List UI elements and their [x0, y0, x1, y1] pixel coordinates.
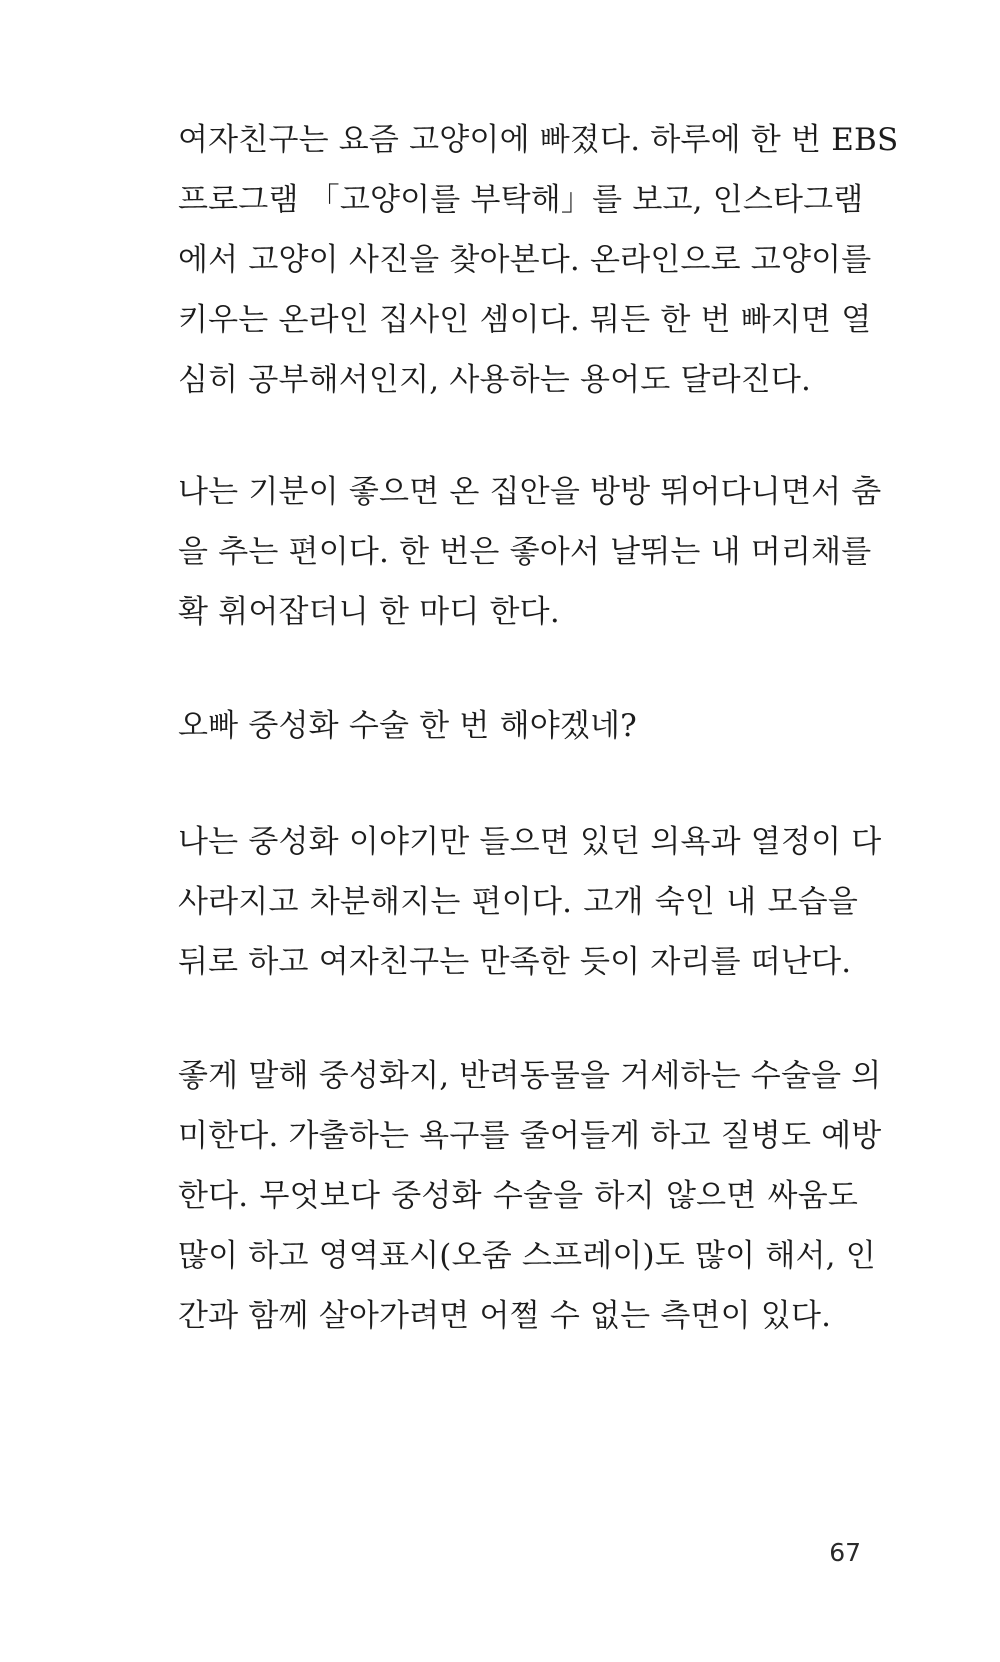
text-line: 미한다. 가출하는 욕구를 줄어들게 하고 질병도 예방 [178, 1118, 882, 1154]
page-number: 67 [829, 1538, 861, 1567]
paragraph-3 [178, 696, 858, 756]
text-line: 한다. 무엇보다 중성화 수술을 하지 않으면 싸움도 [178, 1178, 858, 1214]
text-line: 나는 기분이 좋으면 온 집안을 방방 뛰어다니면서 춤 [178, 474, 882, 510]
text-line: 키우는 온라인 집사인 셈이다. 뭐든 한 번 빠지면 열 [178, 302, 872, 338]
text-line: 심히 공부해서인지, 사용하는 용어도 달라진다. [178, 362, 812, 398]
text-line: 간과 함께 살아가려면 어쩔 수 없는 측면이 있다. [178, 1298, 832, 1334]
text-line: 많이 하고 영역표시(오줌 스프레이)도 많이 해서, 인 [178, 1238, 876, 1274]
text-line: 뒤로 하고 여자친구는 만족한 듯이 자리를 떠난다. [178, 944, 852, 980]
paragraph-5 [178, 1046, 882, 1346]
text-line: 을 추는 편이다. 한 번은 좋아서 날뛰는 내 머리채를 [178, 534, 872, 570]
text-line: 여자친구는 요즘 고양이에 빠졌다. 하루에 한 번 EBS [178, 122, 899, 158]
text-line: 나는 중성화 이야기만 들으면 있던 의욕과 열정이 다 [178, 824, 882, 860]
text-line: 확 휘어잡더니 한 마디 한다. [178, 594, 560, 630]
text-line: 사라지고 차분해지는 편이다. 고개 숙인 내 모습을 [178, 884, 858, 920]
text-line: 에서 고양이 사진을 찾아본다. 온라인으로 고양이를 [178, 242, 872, 278]
paragraph-4 [178, 812, 882, 992]
paragraph-2 [178, 462, 882, 642]
text-line: 좋게 말해 중성화지, 반려동물을 거세하는 수술을 의 [178, 1058, 882, 1094]
text-line: 프로그램 「고양이를 부탁해」를 보고, 인스타그램 [178, 182, 864, 218]
text-line: 오빠 중성화 수술 한 번 해야겠네? [178, 708, 637, 744]
paragraph-1 [178, 110, 899, 410]
